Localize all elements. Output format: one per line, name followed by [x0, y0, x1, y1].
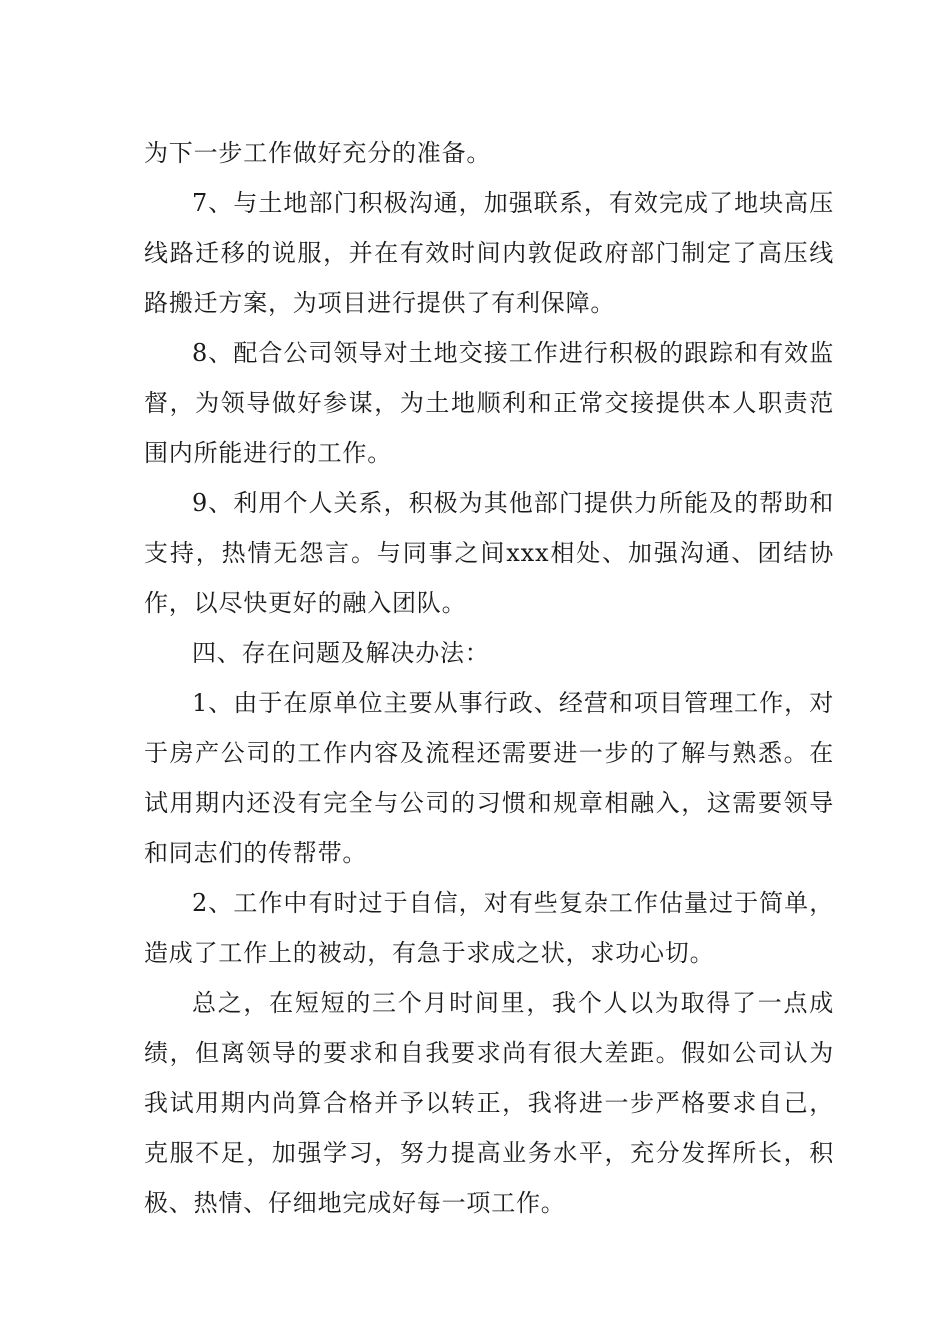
paragraph-item-9: 9、利用个人关系，积极为其他部门提供力所能及的帮助和支持，热情无怨言。与同事之间xxx相处、加强沟通、团结协作，以尽快更好的融入团队。	[144, 489, 834, 617]
paragraph-problem-1: 1、由于在原单位主要从事行政、经营和项目管理工作，对于房产公司的工作内容及流程还需要进一步的了解与熟悉。在试用期内还没有完全与公司的习惯和规章相融入，这需要领导和同志们的传帮带。	[144, 689, 834, 867]
paragraph-item-8: 8、配合公司领导对土地交接工作进行积极的跟踪和有效监督，为领导做好参谋，为土地顺利和正常交接提供本人职责范围内所能进行的工作。	[144, 339, 834, 467]
paragraph-continuation: 为下一步工作做好充分的准备。	[144, 139, 492, 167]
document-body	[144, 128, 834, 1228]
paragraph-problem-2: 2、工作中有时过于自信，对有些复杂工作估量过于简单，造成了工作上的被动，有急于求成之状，求功心切。	[144, 889, 834, 967]
paragraph-item-7: 7、与土地部门积极沟通，加强联系，有效完成了地块高压线路迁移的说服，并在有效时间内敦促政府部门制定了高压线路搬迁方案，为项目进行提供了有利保障。	[144, 189, 834, 317]
section-heading-problems: 四、存在问题及解决办法：	[192, 639, 490, 667]
paragraph-conclusion: 总之，在短短的三个月时间里，我个人以为取得了一点成绩，但离领导的要求和自我要求尚有很大差距。假如公司认为我试用期内尚算合格并予以转正，我将进一步严格要求自己，克服不足，加强学习，努力提高业务水平，充分发挥所长，积极、热情、仔细地完成好每一项工作。	[144, 989, 834, 1217]
